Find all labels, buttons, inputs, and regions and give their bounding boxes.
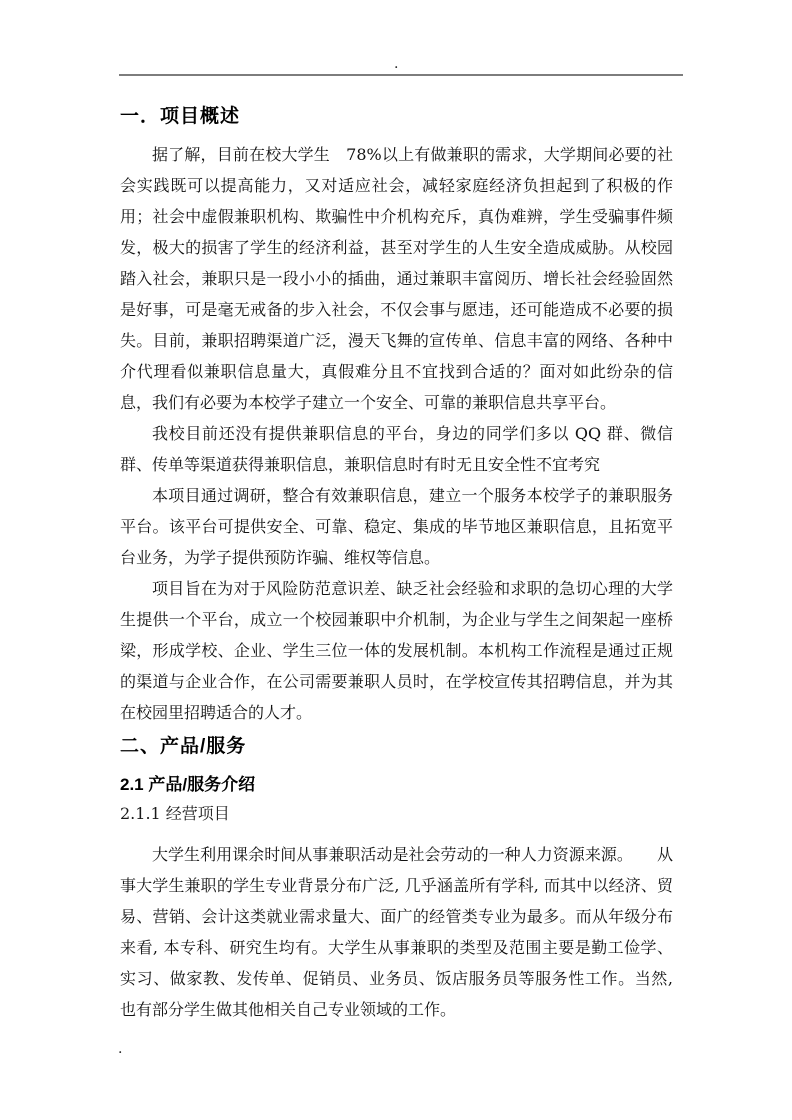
section-2-1-heading: 2.1 产品/服务介绍 [120,775,256,794]
section-1-paragraph-4: 项目旨在为对于风险防范意识差、缺乏社会经验和求职的急切心理的大学生提供一个平台，成立一个校园兼职中介机制，为企业与学生之间架起一座桥梁，形成学校、企业、学生三位一体的发展机制。本机构工作流程是通过正规的渠道与企业合作，在公司需要兼职人员时，在学校宣传其招聘信息，并为其在校园里招聘适合的人才。 [120,579,673,722]
footer-left-mark: . [118,1041,123,1057]
section-2-heading: 二、产品/服务 [120,736,247,757]
section-1-paragraph-2: 我校目前还没有提供兼职信息的平台，身边的同学们多以 QQ 群、微信群、传单等渠道获得兼职信息，兼职信息时有时无且安全性不宜考究 [120,424,673,474]
section-2-1-1-heading: 2.1.1 经营项目 [120,804,230,823]
header-center-mark: . [394,56,399,72]
section-1-paragraph-3: 本项目通过调研，整合有效兼职信息，建立一个服务本校学子的兼职服务平台。该平台可提供安全、可靠、稳定、集成的毕节地区兼职信息，且拓宽平台业务，为学子提供预防诈骗、维权等信息。 [120,486,673,567]
section-1-heading: 一．项目概述 [120,106,241,127]
section-1-paragraph-1: 据了解，目前在校大学生 78%以上有做兼职的需求，大学期间必要的社会实践既可以提高能力，又对适应社会，减轻家庭经济负担起到了积极的作用；社会中虚假兼职机构、欺骗性中介机构充斥，真伪难辨，学生受骗事件频发，极大的损害了学生的经济利益，甚至对学生的人生安全造成威胁。从校园踏入社会，兼职只是一段小小的插曲，通过兼职丰富阅历、增长社会经验固然是好事，可是毫无戒备的步入社会，不仅会事与愿违，还可能造成不必要的损失。目前，兼职招聘渠道广泛，漫天飞舞的宣传单、信息丰富的网络、各种中介代理看似兼职信息量大，真假难分且不宜找到合适的？面对如此纷杂的信息，我们有必要为本校学子建立一个安全、可靠的兼职信息共享平台。 [120,145,673,412]
section-2-paragraph-1: 大学生利用课余时间从事兼职活动是社会劳动的一种人力资源来源。 从事大学生兼职的学生专业背景分布广泛, 几乎涵盖所有学科, 而其中以经济、贸易、营销、会计这类就业需求量大、面广的经管类专业为最多。而从年级分布来看, 本专科、研究生均有。大学生从事兼职的类型及范围主要是勤工俭学、实习、做家教、发传单、促销员、业务员、饭店服务员等服务性工作。当然, 也有部分学生做其他相关自己专业领域的工作。 [120,845,673,1019]
header-rule-divider [119,74,683,76]
